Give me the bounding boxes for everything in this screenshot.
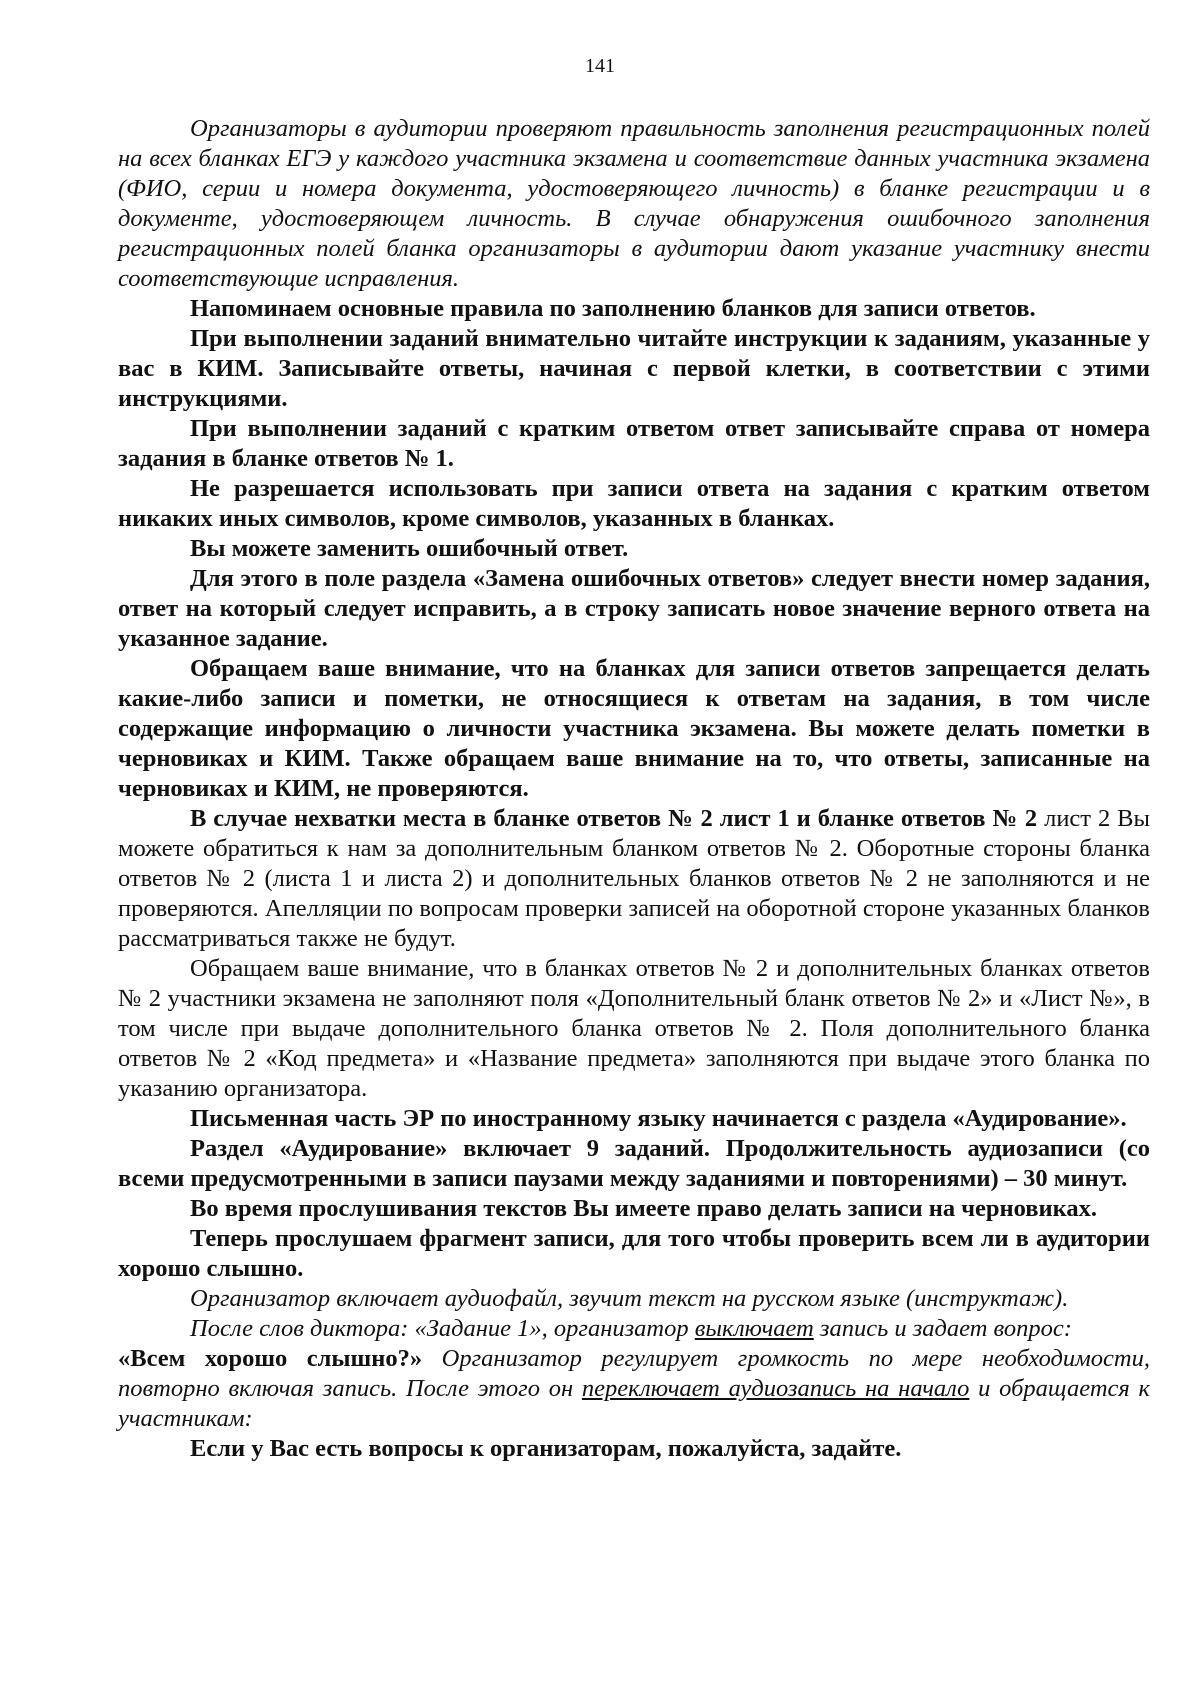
- paragraph-no-marks: Обращаем ваше внимание, что на бланках для записи ответов запрещается делать какие-либо записи и пометки, не относящиеся к ответам на задания, в том числе содержащие информацию о личности участника экзамена. Вы можете делать пометки в черновиках и КИМ. Также обращаем ваше внимание на то, что ответы, записанные на черновиках и КИМ, не проверяются.: [118, 655, 1150, 802]
- extra-form-rest: лист 2 Вы можете обратиться к нам за дополнительным бланком ответов № 2. Оборотные стороны бланка ответов № 2 (листа 1 и листа 2) и дополнительных бланков ответов № 2 не заполняются и не проверяются. Апелляции по вопросам проверки записей на оборотной стороне указанных бланков рассматриваться также не будут.: [118, 805, 1150, 952]
- paragraph-instructions: При выполнении заданий внимательно читайте инструкции к заданиям, указанные у вас в КИМ. Записывайте ответы, начиная с первой клетки, в соответствии с этими инструкциями.: [118, 325, 1150, 412]
- after-task-underlined: выключает: [694, 1315, 814, 1342]
- paragraph-form-fields: Обращаем ваше внимание, что в бланках ответов № 2 и дополнительных бланках ответов № 2 участники экзамена не заполняют поля «Дополнительный бланк ответов № 2» и «Лист №», в том числе при выдаче дополнительного бланка ответов № 2. Поля дополнительного бланка ответов № 2 «Код предмета» и «Название предмета» заполняются при выдаче этого бланка по указанию организатора.: [118, 955, 1150, 1102]
- paragraph-rules-reminder: Напоминаем основные правила по заполнению бланков для записи ответов.: [190, 295, 1036, 322]
- paragraph-extra-form: [118, 804, 1150, 954]
- paragraph-replace-answer: Вы можете заменить ошибочный ответ.: [190, 535, 629, 562]
- question-underlined: переключает аудиозапись на начало: [581, 1375, 970, 1402]
- paragraph-short-answer: При выполнении заданий с кратким ответом ответ записывайте справа от номера задания в бланке ответов № 1.: [118, 415, 1150, 472]
- paragraph-audio-on: Организатор включает аудиофайл, звучит текст на русском языке (инструктаж).: [190, 1285, 1069, 1312]
- paragraph-no-symbols: Не разрешается использовать при записи ответа на задания с кратким ответом никаких иных символов, кроме символов, указанных в бланках.: [118, 475, 1150, 532]
- question-italic-a: Организатор регулирует громкость по мере необходимости, повторно включая запись. После этого он: [118, 1345, 1150, 1402]
- extra-form-bold: В случае нехватки места в бланке ответов № 2 лист 1 и бланке ответов № 2: [190, 805, 1038, 832]
- paragraph-sound-check: Теперь прослушаем фрагмент записи, для того чтобы проверить всем ли в аудитории хорошо слышно.: [118, 1225, 1150, 1282]
- after-task-text-b: запись и задает вопрос:: [813, 1315, 1072, 1342]
- paragraph-questions-invite: Если у Вас есть вопросы к организаторам, пожалуйста, задайте.: [190, 1435, 902, 1462]
- paragraph-listening-section: Раздел «Аудирование» включает 9 заданий. Продолжительность аудиозаписи (со всеми предусмотренными в записи паузами между заданиями и повторениями) – 30 минут.: [118, 1135, 1150, 1192]
- paragraph-organizers-check: Организаторы в аудитории проверяют правильность заполнения регистрационных полей на всех бланках ЕГЭ у каждого участника экзамена и соответствие данных участника экзамена (ФИО, серии и номера документа, удостоверяющего личность) в бланке регистрации и в документе, удостоверяющем личность. В случае обнаружения ошибочного заполнения регистрационных полей бланка организаторы в аудитории дают указание участнику внести соответствующие исправления.: [118, 115, 1150, 292]
- paragraph-drafts: Во время прослушивания текстов Вы имеете право делать записи на черновиках.: [190, 1195, 1098, 1222]
- paragraph-written-part: Письменная часть ЭР по иностранному языку начинается с раздела «Аудирование».: [190, 1105, 1127, 1132]
- after-task-text-a: После слов диктора: «Задание 1», организатор: [190, 1315, 695, 1342]
- paragraph-replace-procedure: Для этого в поле раздела «Замена ошибочных ответов» следует внести номер задания, ответ на который следует исправить, а в строку записать новое значение верного ответа на указанное задание.: [118, 565, 1150, 652]
- question-italic-b: и обращается к участникам:: [118, 1375, 1150, 1432]
- paragraph-question: [118, 1344, 1150, 1434]
- question-bold: «Всем хорошо слышно?»: [118, 1345, 423, 1372]
- document-body: [118, 114, 1150, 1464]
- page-number: 141: [585, 55, 615, 77]
- paragraph-after-task-1: [118, 1314, 1150, 1344]
